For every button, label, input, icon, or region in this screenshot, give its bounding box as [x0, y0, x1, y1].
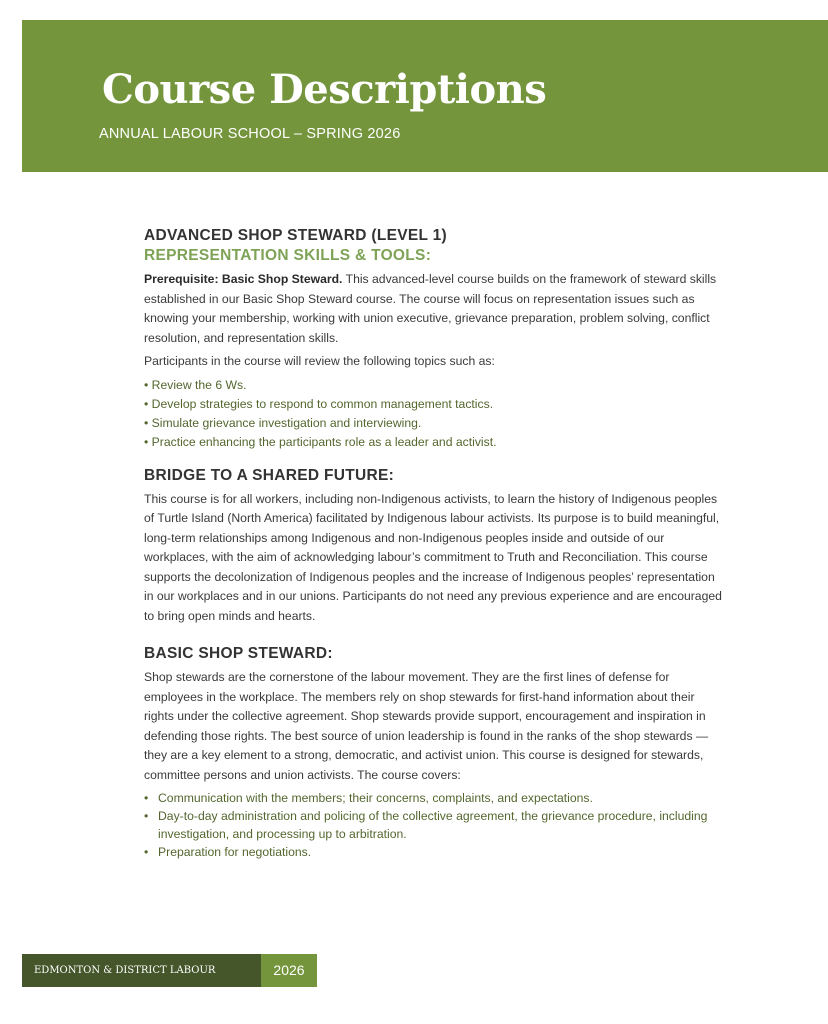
- footer-bar: [22, 954, 317, 1009]
- course-subtitle: REPRESENTATION SKILLS & TOOLS:: [144, 247, 432, 264]
- course-title: BRIDGE TO A SHARED FUTURE:: [144, 466, 395, 484]
- list-item: • Communication with the members; their concerns, complaints, and expectations.: [144, 789, 724, 807]
- course-body: This advanced-level course builds on the framework of steward skills established in our Basic Shop Steward course. The course will focus on representation issues such as knowing your membership, working with union executive, grievance preparation, problem solving, conflict resolution, and representation skills.: [144, 272, 717, 345]
- course-description: This course is for all workers, including non-Indigenous activists, to learn the history of Indigenous peoples of Turtle Island (North America) facilitated by Indigenous labour activists. Its purpose is to build meaningful, long-term relationships among Indigenous and non-Indigenous peoples inside and outside of our workplaces, with the aim of acknowledging labour’s commitment to Truth and Reconciliation. This course supports the decolonization of Indigenous peoples and the increase of Indigenous peoples’ representation in our workplaces and in our unions. Participants do not need any previous experience and are encouraged to bring open minds and hearts.: [144, 491, 722, 623]
- course-title: ADVANCED SHOP STEWARD (LEVEL 1): [144, 227, 447, 244]
- page-title: Course Descriptions: [102, 66, 547, 113]
- list-item: • Day-to-day administration and policing of the collective agreement, the grievance procedure, including investigation, and processing up to arbitration.: [144, 807, 724, 843]
- organization-name: EDMONTON & DISTRICT LABOUR COUNCIL: [22, 954, 261, 987]
- course-list: [144, 226, 724, 861]
- course-description: [144, 270, 724, 348]
- topics-list: [144, 376, 724, 452]
- course-description: Shop stewards are the cornerstone of the labour movement. They are the first lines of defense for employees in the workplace. The members rely on shop stewards for first-hand information about their rights under the collective agreement. Shop stewards provide support, encouragement and inspiration in defending those rights. The best source of union leadership is found in the ranks of the shop stewards — they are a key element to a strong, democratic, and activist union. This course is designed for stewards, committee persons and union activists. The course covers:: [144, 670, 709, 782]
- list-item: • Develop strategies to respond to common management tactics.: [144, 395, 724, 414]
- header-banner: [22, 20, 828, 172]
- course-title: BASIC SHOP STEWARD:: [144, 645, 333, 662]
- course-advanced-shop-steward: [144, 226, 724, 452]
- page-subtitle: ANNUAL LABOUR SCHOOL – SPRING 2026: [99, 126, 401, 142]
- list-item: • Review the 6 Ws.: [144, 376, 724, 395]
- course-bridge-shared-future: [144, 466, 724, 627]
- list-item: • Practice enhancing the participants role as a leader and activist.: [144, 433, 724, 452]
- course-basic-shop-steward: [144, 644, 724, 861]
- prerequisite: Prerequisite: Basic Shop Steward.: [144, 272, 343, 286]
- list-item: • Preparation for negotiations.: [144, 843, 724, 861]
- topics-intro: Participants in the course will review the following topics such as:: [144, 354, 495, 368]
- list-item: • Simulate grievance investigation and interviewing.: [144, 414, 724, 433]
- footer-year: 2026: [261, 954, 317, 987]
- covers-list: [144, 789, 724, 861]
